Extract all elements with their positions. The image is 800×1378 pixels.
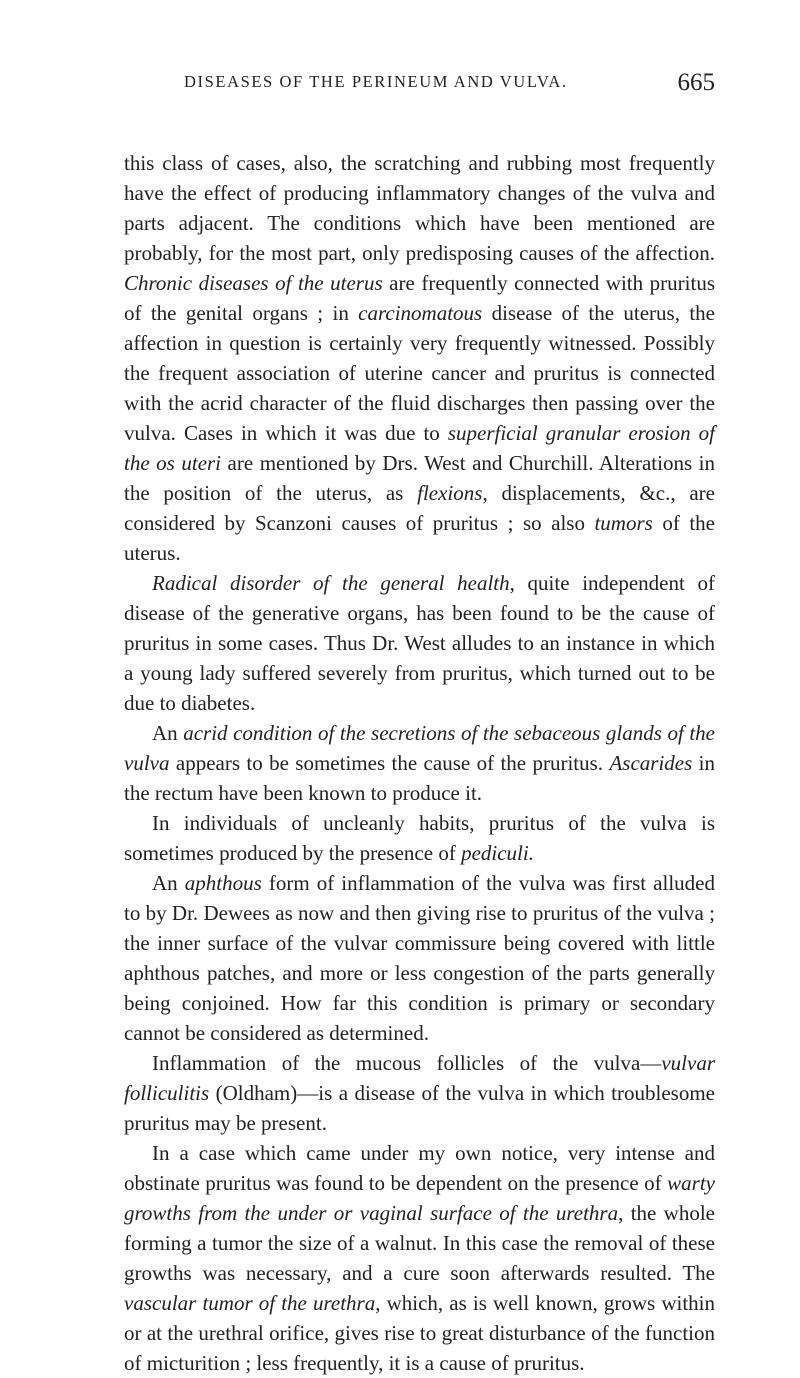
paragraph (124, 868, 715, 1048)
text-run: Inflammation of the mucous follicles of the vulva— (152, 1051, 662, 1075)
text-run: appears to be sometimes the cause of the pruritus. (169, 751, 610, 775)
running-title: DISEASES OF THE PERINEUM AND VULVA. (184, 72, 568, 91)
italic-text: flexions (417, 481, 483, 505)
text-run: , which, as is well known, grows within or at the urethral orifice, gives rise to great disturbance of the function of micturition ; less frequently, it is a cause of pruritus. (124, 1291, 715, 1375)
page-header (124, 69, 715, 108)
text-run: (Oldham)—is a disease of the vulva in which troublesome pruritus may be present. (124, 1081, 715, 1135)
paragraph (124, 568, 715, 718)
text-run: disease of the uterus, the affection in question is certainly very frequently witnessed. Possibly the frequent association of uterine cancer and pruritus is connected with the acrid character of the fluid discharges then passing over the vulva. Cases in which it was due to (124, 301, 715, 445)
text-run: An (152, 871, 185, 895)
italic-text: Radical disorder of the general health (152, 571, 510, 595)
text-run: In individuals of uncleanly habits, pruritus of the vulva is sometimes produced by the presence of (124, 811, 715, 865)
italic-text: vulvar folliculitis (124, 1051, 715, 1105)
text-run: In a case which came under my own notice, very intense and obstinate pruritus was found to be dependent on the presence of (124, 1141, 715, 1195)
paragraph (124, 1138, 715, 1378)
italic-text: warty growths from the under or vaginal surface of the urethra (124, 1171, 715, 1225)
paragraph (124, 808, 715, 868)
text-run: , displacements, &c., are considered by Scanzoni causes of pruritus ; so also (124, 481, 715, 535)
body-text (124, 148, 715, 1378)
text-run: in the rectum have been known to produce it. (124, 751, 715, 805)
italic-text: aphthous (184, 871, 262, 895)
paragraph (124, 148, 715, 568)
italic-text: pediculi. (461, 841, 534, 865)
text-run: of the uterus. (124, 511, 715, 565)
italic-text: tumors (594, 511, 653, 535)
text-run: are frequently connected with pruritus of the genital organs ; in (124, 271, 715, 325)
italic-text: Chronic diseases of the uterus (124, 271, 383, 295)
italic-text: acrid condition of the secretions of the sebaceous glands of the vulva (124, 721, 715, 775)
text-run: , the whole forming a tumor the size of a walnut. In this case the removal of these growths was necessary, and a cure soon afterwards resulted. The (124, 1201, 715, 1285)
text-run: An (152, 721, 184, 745)
italic-text: carcinomatous (358, 301, 483, 325)
italic-text: superficial granular erosion of the os uteri (124, 421, 715, 475)
italic-text: Ascarides (609, 751, 693, 775)
text-run: form of inflammation of the vulva was first alluded to by Dr. Dewees as now and then giving rise to pruritus of the vulva ; the inner surface of the vulvar commissure being covered with little aphthous patches, and more or less congestion of the parts generally being conjoined. How far this condition is primary or secondary cannot be considered as determined. (124, 871, 715, 1045)
page-number: 665 (677, 69, 715, 96)
text-run: are mentioned by Drs. West and Churchill. Alterations in the position of the uterus, as (124, 451, 715, 505)
text-run: , quite independent of disease of the generative organs, has been found to be the cause of pruritus in some cases. Thus Dr. West alludes to an instance in which a young lady suffered severely from pruritus, which turned out to be due to diabetes. (124, 571, 715, 715)
paragraph (124, 718, 715, 808)
italic-text: vascular tumor of the urethra (124, 1291, 376, 1315)
paragraph (124, 1048, 715, 1138)
text-run: this class of cases, also, the scratching and rubbing most frequently have the effect of producing inflammatory changes of the vulva and parts adjacent. The conditions which have been mentioned are probably, for the most part, only predisposing causes of the affection. (124, 151, 715, 265)
